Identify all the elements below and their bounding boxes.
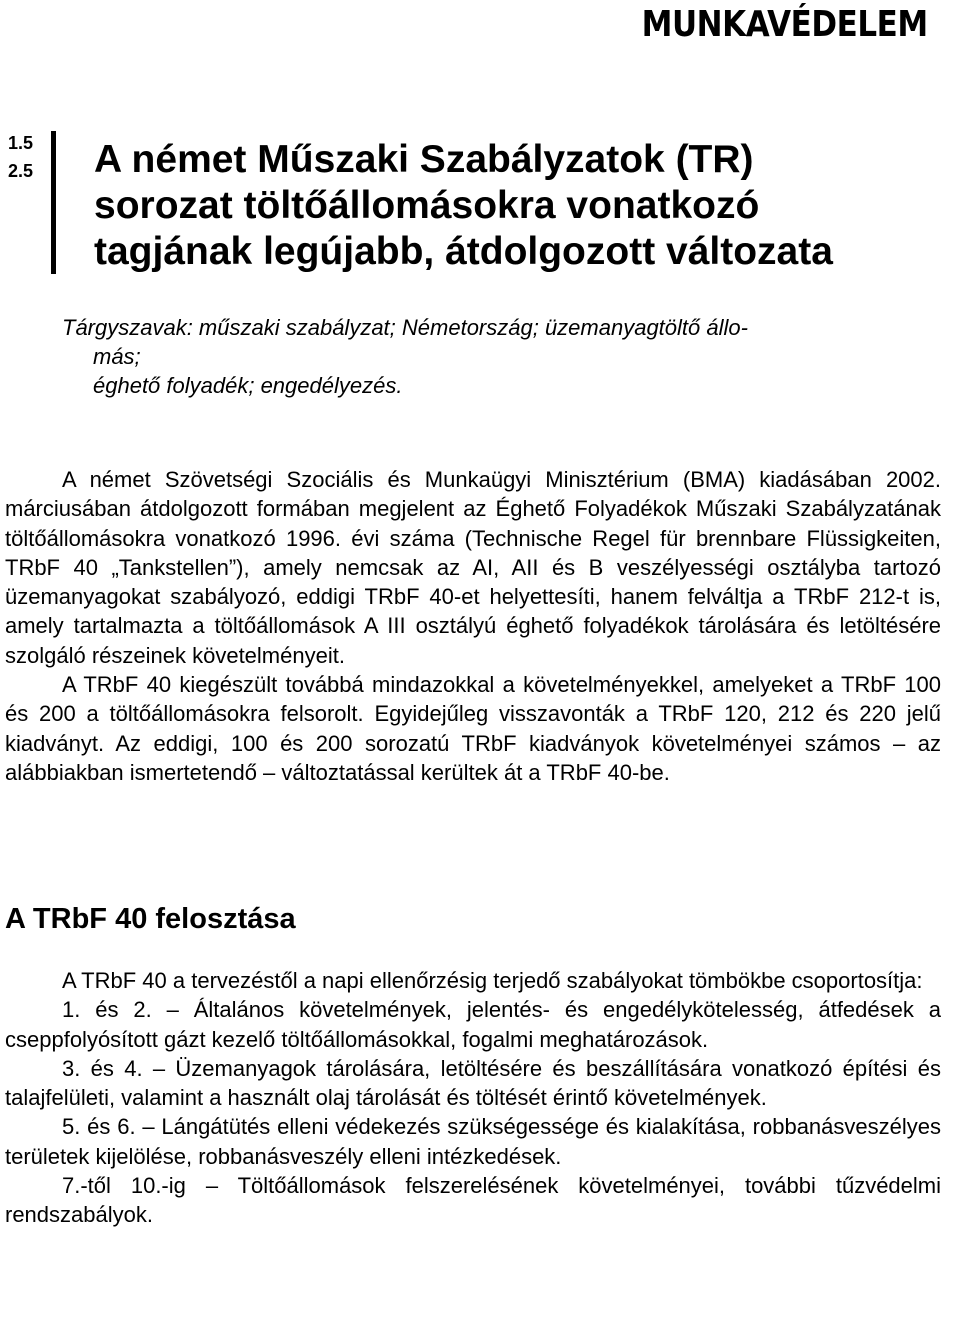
article-title-line: tagjának legújabb, átdolgozott változata: [94, 230, 833, 273]
title-accent-bar: [51, 131, 56, 274]
section-list-item: 3. és 4. – Üzemanyagok tárolására, letöltésére és beszállítására vonatkozó építési és talajfelületi, valamint a használt olaj tárolását és töltését érintő követelmények.: [5, 1055, 941, 1111]
section-number-primary: 1.5: [8, 133, 34, 153]
section-number-secondary: 2.5: [8, 161, 34, 181]
section-list-item: 7.-től 10.-ig – Töltőállomások felszerelésének követelményei, további tűzvédelmi rendszabályok.: [5, 1173, 941, 1228]
article-title: [94, 137, 934, 275]
section-list-item: 1. és 2. – Általános követelmények, jelentés- és engedélykötelesség, átfedések a cseppfolyósított gázt kezelő töltőállomásokkal, fogalmi meghatározások.: [5, 997, 941, 1052]
section-paragraph: A TRbF 40 a tervezéstől a napi ellenőrzésig terjedő szabályokat tömbökbe csoportosítja:: [62, 968, 923, 993]
keywords-line: éghető folyadék; engedélyezés.: [93, 373, 403, 398]
keywords-line: más;: [93, 344, 141, 369]
section-text: [5, 966, 941, 1230]
intro-text: [5, 465, 941, 787]
article-title-line: A német Műszaki Szabályzatok (TR): [94, 138, 754, 181]
section-list-item: 5. és 6. – Lángátütés elleni védekezés szükségessége és kialakítása, robbanásveszélyes területek kijelölése, robbanásveszély elleni intézkedések.: [5, 1114, 941, 1169]
article-title-line: sorozat töltőállomásokra vonatkozó: [94, 184, 760, 227]
keywords-block: [62, 313, 932, 400]
intro-paragraph: A német Szövetségi Szociális és Munkaügyi Minisztérium (BMA) kiadásában 2002. márciusában átdolgozott formában megjelent az Éghető Folyadékok Műszaki Szabályzatának töltőállomásokra vonatkozó 1996. évi száma (Technische Regel für brennbare Flüssigkeiten, TRbF 40 „Tankstellen”), amely nemcsak az AI, AII és B veszélyességi osztályba tartozó üzemanyagokat szabályozó, eddigi TRbF 40-et helyettesíti, hanem felváltja a TRbF 212-t is, amely tartalmazta a töltőállomások A III osztályú éghető folyadékok tárolására és letöltésére szolgáló részeinek követelményeit.: [5, 467, 941, 668]
intro-paragraph: A TRbF 40 kiegészült továbbá mindazokkal a követelményekkel, amelyeket a TRbF 100 és 200 a töltőállomásokra felsorolt. Egyidejűleg visszavonták a TRbF 120, 212 és 220 jelű kiadványt. Az eddigi, 100 és 200 sorozatú TRbF kiadványok követelményei számos – az alábbiakban ismertetendő – változtatással kerültek át a TRbF 40-be.: [5, 672, 941, 785]
running-header-title: MUNKAVÉDELEM: [641, 4, 928, 45]
section-heading: A TRbF 40 felosztása: [5, 903, 296, 935]
keywords-line: Tárgyszavak: műszaki szabályzat; Németország; üzemanyagtöltő állo-: [62, 315, 748, 340]
